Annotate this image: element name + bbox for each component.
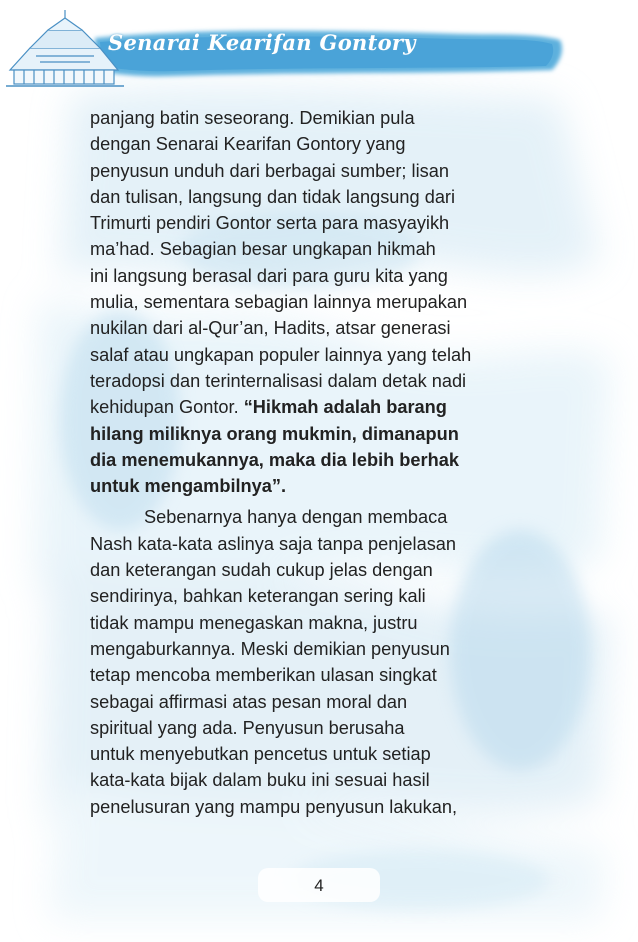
text-line: spiritual yang ada. Penyusun berusaha bbox=[90, 717, 405, 738]
text-run: kehidupan Gontor. bbox=[90, 397, 244, 418]
text-line: ini langsung berasal dari para guru kita yang bbox=[90, 265, 448, 286]
text-line: mengaburkannya. Meski demikian penyusun bbox=[90, 638, 450, 659]
paragraph-2 bbox=[90, 504, 560, 820]
text-line: teradopsi dan terinternalisasi dalam detak nadi bbox=[90, 370, 467, 391]
term-nash: Nash bbox=[90, 533, 133, 554]
text-line: salaf atau ungkapan populer lainnya yang telah bbox=[90, 344, 472, 365]
text-line-mixed bbox=[90, 531, 560, 557]
text-line: tidak mampu menegaskan makna, justru bbox=[90, 612, 418, 633]
text-line: untuk menyebutkan pencetus untuk setiap bbox=[90, 744, 431, 765]
text-line: nukilan dari al-Qur’an, Hadits, atsar generasi bbox=[90, 318, 451, 339]
text-run: kata-kata aslinya saja tanpa penjelasan bbox=[132, 533, 457, 554]
quote-text: hilang miliknya orang mukmin, dimanapun bbox=[90, 423, 459, 444]
quote-text: “Hikmah adalah barang bbox=[243, 397, 447, 418]
text-line: sendirinya, bahkan keterangan sering kali bbox=[90, 586, 426, 607]
text-line: dengan Senarai Kearifan Gontory yang bbox=[90, 134, 406, 155]
text-line: dan tulisan, langsung dan tidak langsung dari bbox=[90, 186, 456, 207]
text-line-mixed bbox=[90, 394, 560, 420]
body-text bbox=[90, 105, 560, 820]
text-line: penyusun unduh dari berbagai sumber; lisan bbox=[90, 160, 449, 181]
text-line: sebagai affirmasi atas pesan moral dan bbox=[90, 691, 408, 712]
page-number: 4 bbox=[314, 876, 324, 895]
text-line: panjang batin seseorang. Demikian pula bbox=[90, 108, 415, 128]
quote-text: dia menemukannya, maka dia lebih berhak bbox=[90, 449, 459, 470]
text-line: mulia, sementara sebagian lainnya merupakan bbox=[90, 292, 468, 313]
text-line: kata-kata bijak dalam buku ini sesuai hasil bbox=[90, 770, 430, 791]
paragraph-1 bbox=[90, 105, 560, 499]
text-line: Sebenarnya hanya dengan membaca bbox=[144, 507, 448, 528]
text-line: ma’had. Sebagian besar ungkapan hikmah bbox=[90, 239, 436, 260]
quote-text: untuk mengambilnya”. bbox=[90, 476, 287, 497]
text-line: tetap mencoba memberikan ulasan singkat bbox=[90, 665, 437, 686]
text-line: dan keterangan sudah cukup jelas dengan bbox=[90, 560, 433, 581]
book-title: Senarai Kearifan Gontory bbox=[108, 30, 416, 55]
text-line: penelusuran yang mampu penyusun lakukan, bbox=[90, 796, 458, 817]
text-line: Trimurti pendiri Gontor serta para masyayikh bbox=[90, 213, 450, 234]
